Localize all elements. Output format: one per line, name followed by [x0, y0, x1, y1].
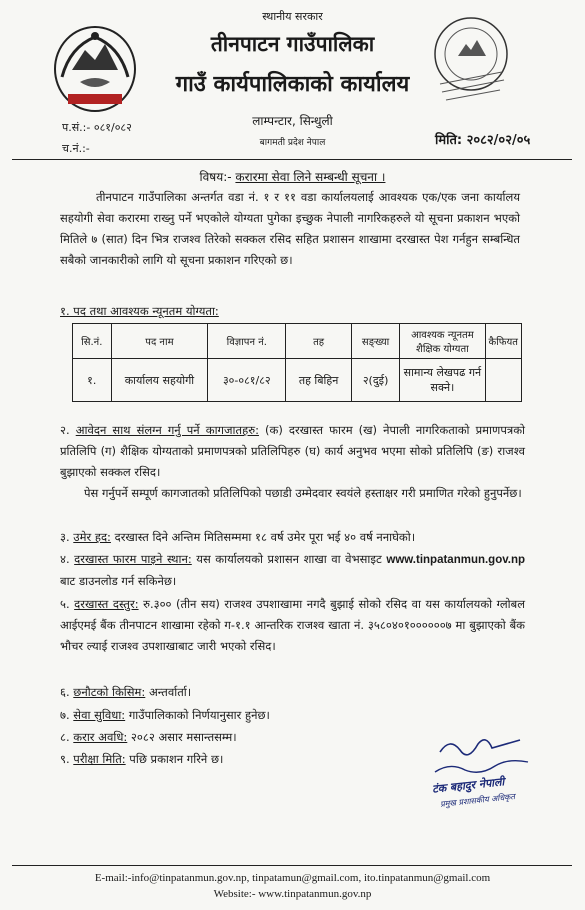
documents-note: पेस गर्नुपर्ने सम्पूर्ण कागजातको प्रतिलिपिको पछाडी उम्मेदवार स्वयंले हस्ताक्षर गरी प्रमाणित गरेको हुनुपर्नेछ। — [84, 486, 522, 500]
table-header-cell: विज्ञापन नं. — [208, 324, 286, 359]
list-item-exam-date: ९. परीक्षा मिति: पछि प्रकाशन गरिने छ। — [60, 752, 224, 766]
province-label: बागमती प्रदेश नेपाल — [259, 138, 326, 148]
dispatch-number: च.नं.:- — [62, 142, 90, 155]
table-header-cell: पद नाम — [111, 324, 208, 359]
table-cell: ३०-०८१/८२ — [208, 359, 286, 402]
footer-email: E-mail:-info@tinpatanmun.gov.np, tinpatamun@gmail.com, ito.tinpatanmun@gmail.com — [94, 872, 491, 884]
table-header-cell: सङ्ख्या — [351, 324, 399, 359]
table-cell — [485, 359, 521, 402]
gov-label: स्थानीय सरकार — [262, 10, 323, 23]
subject-line — [0, 168, 585, 185]
list-item-fee: ५. दरखास्त दस्तुर: रु.३०० (तीन सय) राजश्व उपशाखामा नगदै बुझाई सोको रसिद वा यस कार्यालयको ग्लोबल आईएमई बैंक तीनपाटन शाखामा रहेको ग-१.१ आन्तरिक राजश्व खाता नं. ३५८०४०१००००००७ मा बुझाएको बैंक भौचर ल्याई राजश्व उपशाखाबाट जारी भएको रसिद। — [60, 597, 526, 653]
office-name: गाउँ कार्यपालिकाको कार्यालय — [175, 72, 410, 97]
municipality-name: तीनपाटन गाउँपालिका — [210, 32, 375, 56]
list-item-form-location: ४. दरखास्त फारम पाइने स्थान: यस कार्यालयको प्रशासन शाखा वा वेभसाइट www.tinpatanmun.gov.np बाट डाउनलोड गर्न सकिनेछ। — [60, 552, 526, 588]
table-cell: तह बिहिन — [286, 359, 352, 402]
section-heading-qualification: १. पद तथा आवश्यक न्यूनतम योग्यता: — [60, 304, 219, 318]
header-divider — [12, 159, 572, 160]
table-header-cell: आवश्यक न्यूनतम शैक्षिक योग्यता — [400, 324, 485, 359]
intro-paragraph: तीनपाटन गाउँपालिका अन्तर्गत वडा नं. १ र ११ वडा कार्यालयलाई आवश्यक एक/एक जना कार्यालय सहयोगी सेवा करारमा राख्नु पर्ने भएकोले योग्यता पुगेका इच्छुक नेपाली नागरिकहरुले यो सूचना प्रकाशन भएको मितिले ७ (सात) दिन भित्र राजश्व तिरेको सक्कल रसिद सहित प्रशासन शाखामा दरखास्त पेश गर्नहुन सम्बन्धित सबैको जानकारीको लागि यो सूचना प्रकाशन गरिएको छ। — [60, 190, 520, 267]
table-header-row — [73, 324, 522, 359]
vacancy-table — [72, 323, 522, 402]
footer-website: Website:- www.tinpatanmun.gov.np — [213, 888, 372, 900]
list-item-benefits: ७. सेवा सुविधा: गाउँपालिकाको निर्णयानुसार हुनेछ। — [60, 708, 270, 722]
table-cell: २(दुई) — [351, 359, 399, 402]
subject-prefix: विषय:- — [199, 170, 232, 184]
office-address: लाम्पन्टार, सिन्धुली — [252, 114, 333, 128]
table-cell: १. — [73, 359, 112, 402]
list-item-contract-period: ८. करार अवधि: २०८२ असार मसान्तसम्म। — [60, 730, 237, 744]
table-header-cell: कैफियत — [485, 324, 521, 359]
letter-date: मिति: २०८२/०२/०५ — [435, 133, 531, 148]
signatory-name: टंक बहादुर नेपाली — [431, 775, 505, 796]
website-link[interactable]: www.tinpatanmun.gov.np — [386, 554, 526, 566]
signatory-title: प्रमुख प्रशासकीय अधिकृत — [439, 792, 516, 809]
table-row — [73, 359, 522, 402]
table-cell: कार्यालय सहयोगी — [111, 359, 208, 402]
footer-divider — [12, 865, 572, 866]
reference-number: प.सं.:- ०८१/०८२ — [62, 121, 132, 134]
list-item-selection: ६. छनौटको किसिम: अन्तर्वार्ता। — [60, 685, 192, 699]
list-item-documents: २. आवेदन साथ संलग्न गर्नु पर्ने कागजातहरु: (क) दरखास्त फारम (ख) नेपाली नागरिकताको प्रमाणपत्रको प्रतिलिपि (ग) शैक्षिक योग्यताको प्रमाणपत्रको प्रतिलिपिहरु (घ) कार्य अनुभव भएमा सोको प्रतिलिपि (ङ) राजश्व बुझाएको सक्कल रसिद। पेस गर्नुपर्ने सम्पूर्ण कागजातको प्रतिलिपिको पछाडी उम्मेदवार स्वयंले हस्ताक्षर गरी प्रमाणित गरेको हुनुपर्नेछ। — [60, 420, 525, 504]
table-header-cell: सि.नं. — [73, 324, 112, 359]
table-cell: सामान्य लेखपढ गर्न सक्ने। — [400, 359, 485, 402]
subject-title: करारमा सेवा लिने सम्बन्धी सूचना । — [235, 170, 386, 184]
list-item-age-limit: ३. उमेर हद: दरखास्त दिने अन्तिम मितिसम्ममा १८ वर्ष उमेर पूरा भई ४० वर्ष ननाघेको। — [60, 530, 416, 544]
table-header-cell: तह — [286, 324, 352, 359]
